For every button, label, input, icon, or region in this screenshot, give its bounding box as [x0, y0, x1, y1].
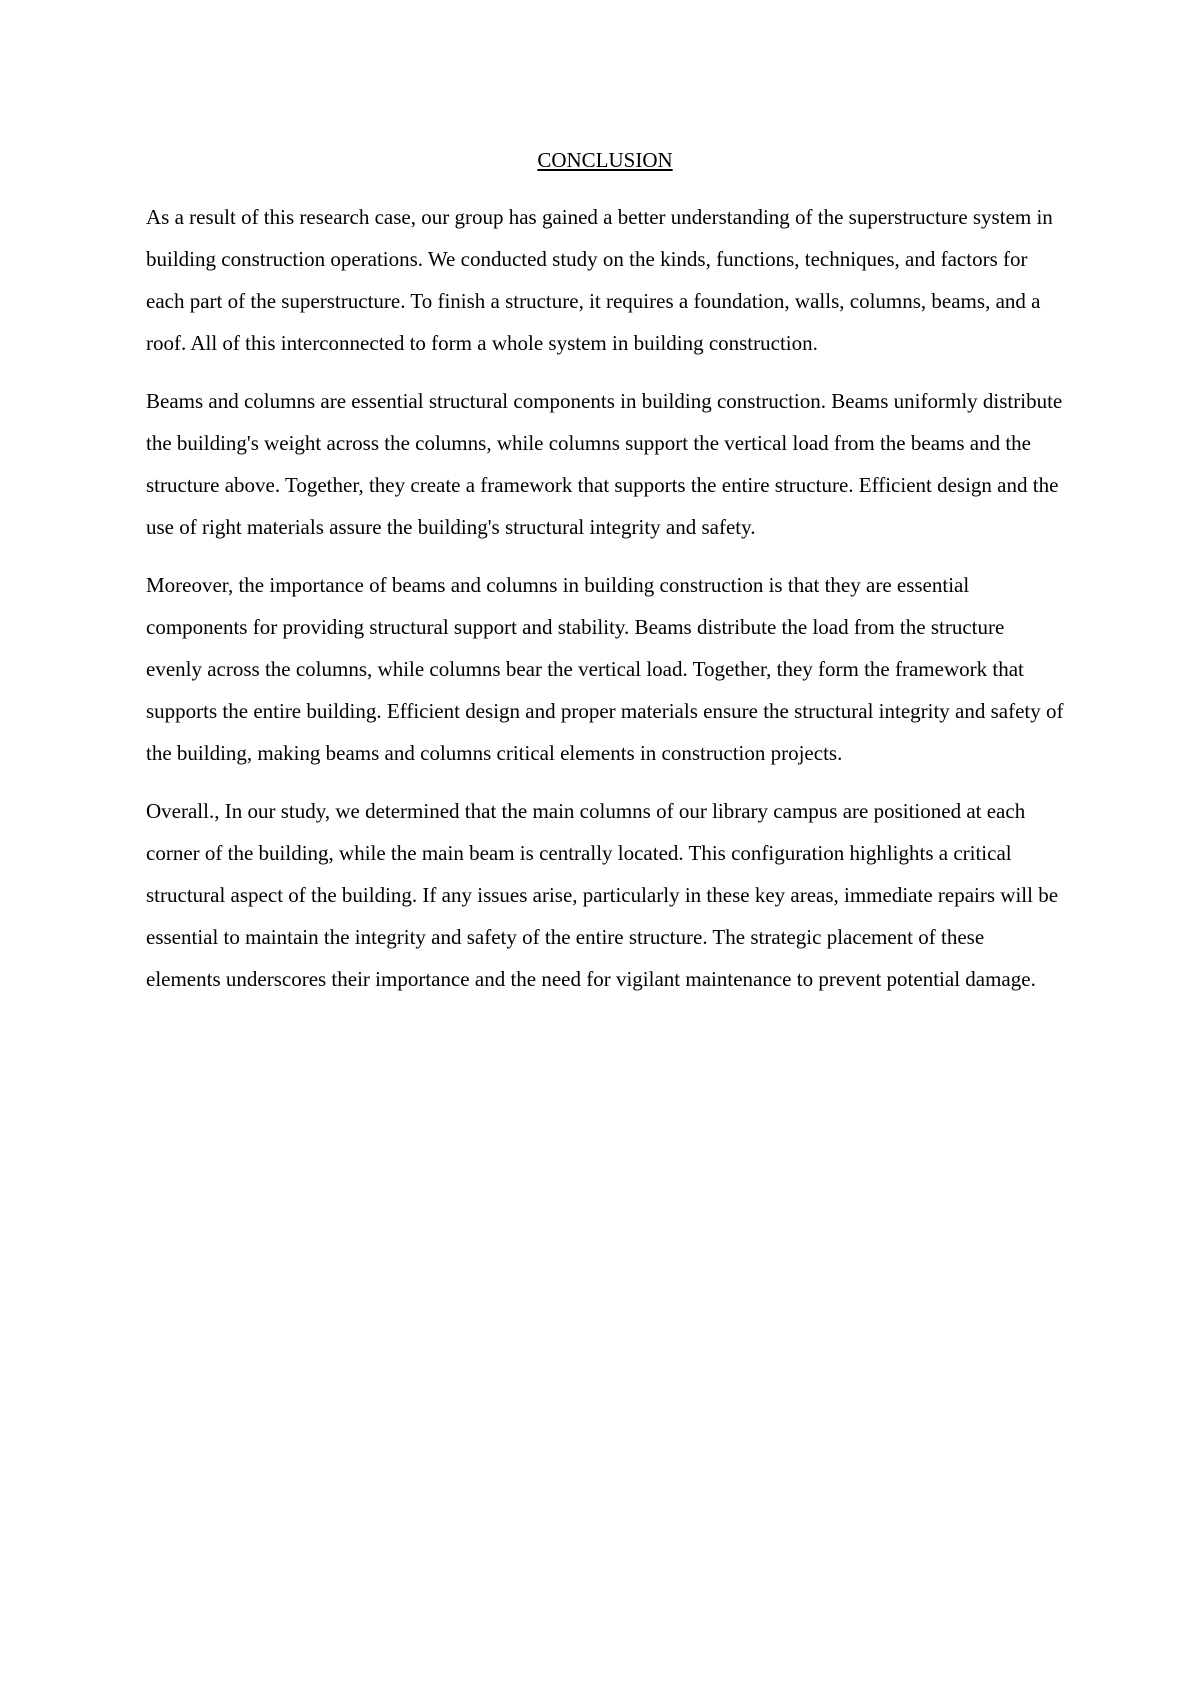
paragraph-3: Moreover, the importance of beams and columns in building construction is that they are essential components for providing structural support and stability. Beams distribute the load from the structure evenly across the columns, while columns bear the vertical load. Together, they form the framework that supports the entire building. Efficient design and proper materials ensure the structural integrity and safety of the building, making beams and columns critical elements in construction projects.: [146, 573, 1064, 765]
paragraph-2: Beams and columns are essential structural components in building construction. Beams uniformly distribute the building's weight across the columns, while columns support the vertical load from the beams and the structure above. Together, they create a framework that supports the entire structure. Efficient design and the use of right materials assure the building's structural integrity and safety.: [146, 389, 1063, 539]
document-content: [146, 146, 1064, 1016]
page-title: CONCLUSION: [537, 148, 673, 172]
paragraph-4: Overall., In our study, we determined that the main columns of our library campus are positioned at each corner of the building, while the main beam is centrally located. This configuration highlights a critical structural aspect of the building. If any issues arise, particularly in these key areas, immediate repairs will be essential to maintain the integrity and safety of the entire structure. The strategic placement of these elements underscores their importance and the need for vigilant maintenance to prevent potential damage.: [146, 799, 1059, 991]
paragraph-1: As a result of this research case, our group has gained a better understanding of the superstructure system in building construction operations. We conducted study on the kinds, functions, techniques, and factors for each part of the superstructure. To finish a structure, it requires a foundation, walls, columns, beams, and a roof. All of this interconnected to form a whole system in building construction.: [146, 205, 1053, 355]
